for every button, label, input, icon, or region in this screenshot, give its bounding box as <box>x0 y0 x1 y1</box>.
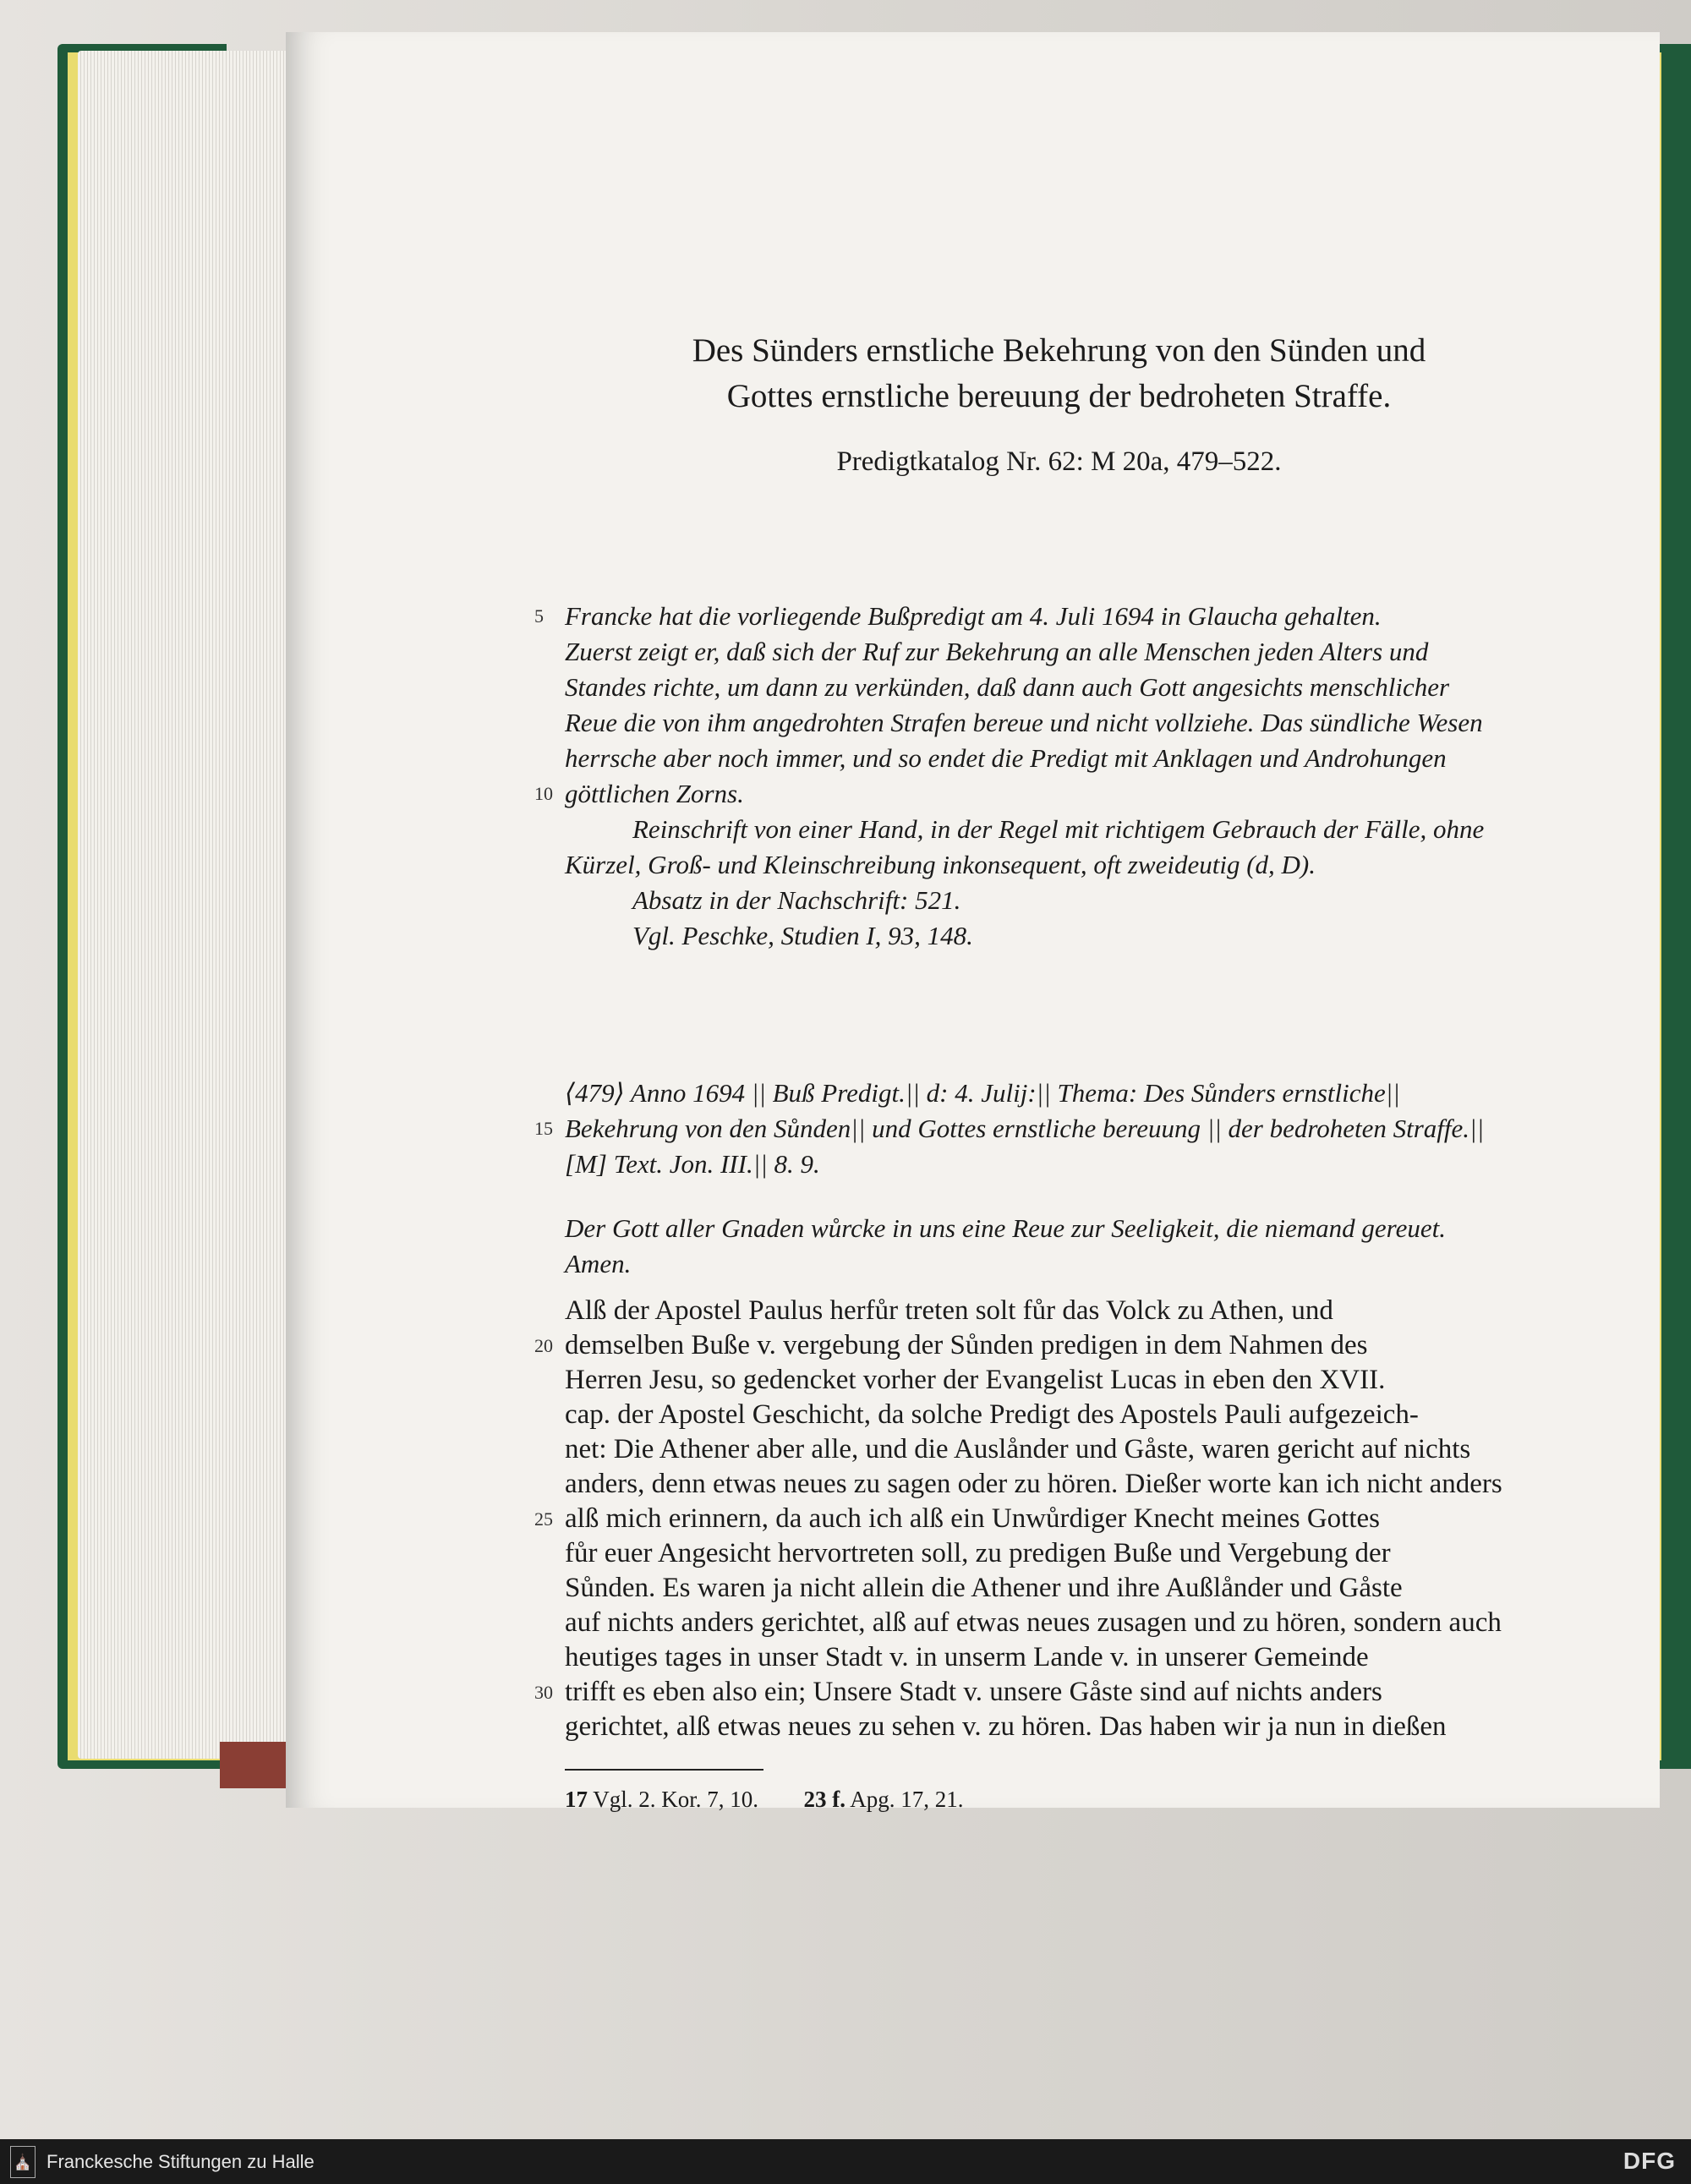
body-line: trifft es eben also ein; Unsere Stadt v. unsere Gåste sind auf nichts anders <box>565 1677 1382 1707</box>
line-number: 30 <box>534 1682 553 1703</box>
intro-line: Reue die von ihm angedrohten Strafen bereue und nicht vollziehe. Das sündliche Wesen <box>565 708 1483 737</box>
intro-line: Kürzel, Groß- und Kleinschreibung inkonsequent, oft zweideutig (d, D). <box>565 850 1316 879</box>
manuscript-header-line: [M] Text. Jon. III.|| 8. 9. <box>565 1149 820 1179</box>
footnote-rule <box>565 1769 763 1771</box>
manuscript-header-line: Bekehrung von den Sůnden|| und Gottes ernstliche bereuung || der bedroheten Straffe.|| <box>565 1114 1485 1143</box>
intro-line: Standes richte, um dann zu verkünden, daß dann auch Gott angesichts menschlicher <box>565 672 1450 702</box>
footnote-text: Vgl. 2. Kor. 7, 10. <box>593 1787 759 1812</box>
body-line: auf nichts anders gerichtet, alß auf etwas neues zusagen und zu hören, sondern auch <box>565 1607 1502 1638</box>
institution-logo-icon: ⛪ <box>10 2146 36 2178</box>
prayer-line: Der Gott aller Gnaden wůrcke in uns eine Reue zur Seeligkeit, die niemand gereuet. <box>565 1213 1446 1243</box>
title-line-1: Des Sünders ernstliche Bekehrung von den Sünden und <box>692 332 1426 369</box>
intro-line: Zuerst zeigt er, daß sich der Ruf zur Bekehrung an alle Menschen jeden Alters und <box>565 637 1429 666</box>
body-line: fůr euer Angesicht hervortreten soll, zu predigen Buße und Vergebung der <box>565 1538 1391 1568</box>
intro-line: Absatz in der Nachschrift: 521. <box>632 885 961 915</box>
line-number: 25 <box>534 1508 553 1530</box>
intro-line: göttlichen Zorns. <box>565 779 744 808</box>
page-title <box>566 328 1551 419</box>
institution-name: Franckesche Stiftungen zu Halle <box>47 2151 315 2172</box>
catalog-reference: Predigtkatalog Nr. 62: M 20a, 479–522. <box>836 446 1282 477</box>
dfg-logo: DFG <box>1623 2148 1676 2174</box>
body-line: demselben Buße v. vergebung der Sůnden predigen in dem Nahmen des <box>565 1330 1368 1360</box>
body-line: Herren Jesu, so gedencket vorher der Evangelist Lucas in eben den XVII. <box>565 1365 1386 1395</box>
intro-line: Vgl. Peschke, Studien I, 93, 148. <box>632 921 973 950</box>
body-line: anders, denn etwas neues zu sagen oder zu hören. Dießer worte kan ich nicht anders <box>565 1469 1502 1499</box>
body-line: alß mich erinnern, da auch ich alß ein Unwůrdiger Knecht meines Gottes <box>565 1503 1381 1534</box>
manuscript-header-line: ⟨479⟩ Anno 1694 || Buß Predigt.|| d: 4. Julij:|| Thema: Des Sůnders ernstliche|| <box>565 1078 1400 1108</box>
body-line: net: Die Athener aber alle, und die Auslånder und Gåste, waren gericht auf nichts <box>565 1434 1471 1464</box>
body-line: gerichtet, alß etwas neues zu sehen v. zu hören. Das haben wir ja nun in dießen <box>565 1711 1447 1742</box>
intro-line: Reinschrift von einer Hand, in der Regel mit richtigem Gebrauch der Fälle, ohne <box>632 814 1485 844</box>
title-line-2: Gottes ernstliche bereuung der bedroheten Straffe. <box>726 378 1392 414</box>
body-line: Alß der Apostel Paulus herfůr treten solt fůr das Volck zu Athen, und <box>565 1295 1333 1326</box>
line-number: 20 <box>534 1335 553 1356</box>
prayer-line: Amen. <box>565 1249 632 1278</box>
footnote-number: 17 <box>565 1787 588 1812</box>
viewer-footer <box>0 2139 1691 2184</box>
footnote-number: 23 f. <box>803 1787 846 1812</box>
line-number: 15 <box>534 1118 553 1139</box>
line-number: 10 <box>534 783 553 804</box>
footnotes <box>565 1787 964 1813</box>
line-number: 5 <box>534 605 544 627</box>
body-line: cap. der Apostel Geschicht, da solche Predigt des Apostels Pauli aufgezeich- <box>565 1399 1419 1430</box>
intro-line: Francke hat die vorliegende Bußpredigt am 4. Juli 1694 in Glaucha gehalten. <box>565 601 1382 631</box>
body-line: heutiges tages in unser Stadt v. in unserm Lande v. in unserer Gemeinde <box>565 1642 1369 1672</box>
page-stack-edge <box>78 51 289 1759</box>
body-line: Sůnden. Es waren ja nicht allein die Athener und ihre Außlånder und Gåste <box>565 1573 1403 1603</box>
intro-line: herrsche aber noch immer, und so endet die Predigt mit Anklagen und Androhungen <box>565 743 1447 773</box>
footnote-text: Apg. 17, 21. <box>850 1787 964 1812</box>
